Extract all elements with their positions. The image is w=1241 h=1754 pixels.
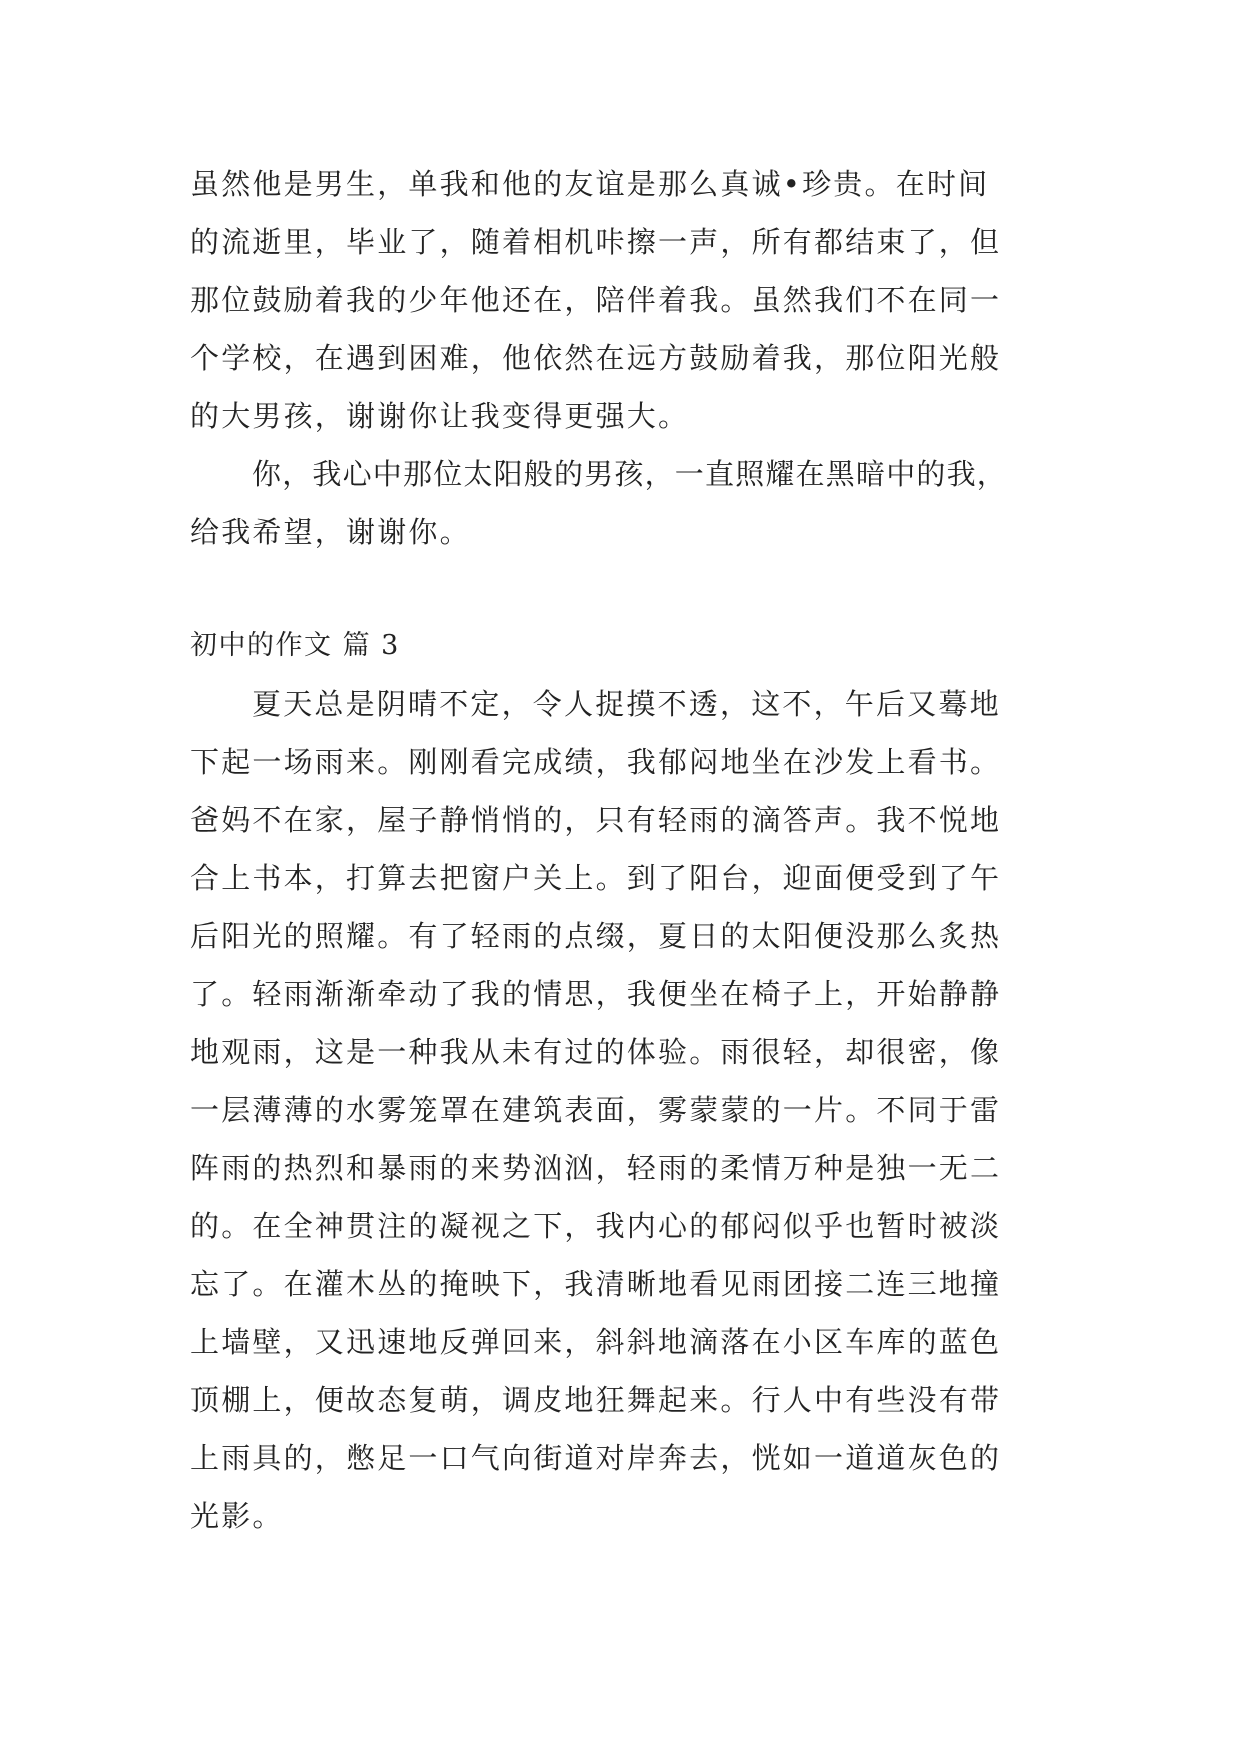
section-heading: 初中的作文 篇 3 xyxy=(190,630,400,661)
paragraph-line: 的大男孩，谢谢你让我变得更强大。 xyxy=(190,399,690,433)
paragraph-line: 了。轻雨渐渐牵动了我的情思，我便坐在椅子上，开始静静 xyxy=(190,977,1002,1011)
paragraph-line: 阵雨的热烈和暴雨的来势汹汹，轻雨的柔情万种是独一无二 xyxy=(190,1151,1002,1185)
paragraph-line: 那位鼓励着我的少年他还在，陪伴着我。虽然我们不在同一 xyxy=(190,283,1002,317)
paragraph-line: 忘了。在灌木丛的掩映下，我清晰地看见雨团接二连三地撞 xyxy=(190,1267,1002,1301)
paragraph-line: 上雨具的，憋足一口气向街道对岸奔去，恍如一道道灰色的 xyxy=(190,1441,1002,1475)
paragraph-line: 个学校，在遇到困难，他依然在远方鼓励着我，那位阳光般 xyxy=(190,341,1002,375)
paragraph-line: 一层薄薄的水雾笼罩在建筑表面，雾蒙蒙的一片。不同于雷 xyxy=(190,1093,1002,1127)
paragraph-line: 下起一场雨来。刚刚看完成绩，我郁闷地坐在沙发上看书。 xyxy=(190,745,1002,779)
paragraph-line: 顶棚上，便故态复萌，调皮地狂舞起来。行人中有些没有带 xyxy=(190,1383,1002,1417)
paragraph-line: 的流逝里，毕业了，随着相机咔擦一声，所有都结束了，但 xyxy=(190,225,1002,259)
paragraph-line: 地观雨，这是一种我从未有过的体验。雨很轻，却很密，像 xyxy=(190,1035,1002,1069)
paragraph-line: 后阳光的照耀。有了轻雨的点缀，夏日的太阳便没那么炙热 xyxy=(190,919,1002,953)
paragraph-line: 给我希望，谢谢你。 xyxy=(190,515,471,549)
paragraph-line: 上墙壁，又迅速地反弹回来，斜斜地滴落在小区车库的蓝色 xyxy=(190,1325,1002,1359)
paragraph-line: 合上书本，打算去把窗户关上。到了阳台，迎面便受到了午 xyxy=(190,861,1002,895)
paragraph-line: 光影。 xyxy=(190,1499,284,1533)
paragraph-line: 的。在全神贯注的凝视之下，我内心的郁闷似乎也暂时被淡 xyxy=(190,1209,1002,1243)
paragraph-line: 夏天总是阴晴不定，令人捉摸不透，这不，午后又蓦地 xyxy=(252,687,1001,721)
paragraph-line: 虽然他是男生，单我和他的友谊是那么真诚•珍贵。在时间 xyxy=(190,167,990,201)
paragraph-line: 爸妈不在家，屋子静悄悄的，只有轻雨的滴答声。我不悦地 xyxy=(190,803,1002,837)
paragraph-line: 你，我心中那位太阳般的男孩，一直照耀在黑暗中的我， xyxy=(252,457,1008,491)
